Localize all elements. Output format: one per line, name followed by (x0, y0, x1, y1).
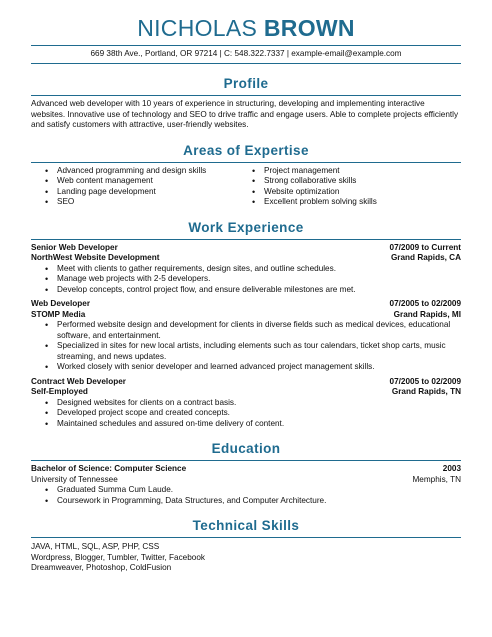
skills-heading: Technical Skills (192, 518, 300, 533)
expertise-item: • Advanced programming and design skills (57, 166, 246, 177)
expertise-divider (31, 162, 461, 163)
expertise-heading: Areas of Expertise (183, 142, 309, 158)
job-bullet: • Manage web projects with 2-5 developers. (57, 274, 461, 285)
skills-line: Dreamweaver, Photoshop, ColdFusion (31, 563, 172, 572)
contact-line: 669 38th Ave., Portland, OR 97214 | C: 548.322.7337 | example-email@example.com (90, 49, 402, 58)
education-entry (31, 464, 461, 506)
graduation-year: 2003 (442, 464, 461, 473)
experience-divider (31, 239, 461, 240)
education-bullet: • Graduated Summa Cum Laude. (57, 485, 461, 496)
candidate-name (31, 15, 461, 42)
job-bullet: • Develop concepts, control project flow, and ensure deliverable milestones are met. (57, 285, 461, 296)
school-location: Memphis, TN (412, 474, 461, 484)
expertise-item: • Website optimization (264, 187, 461, 198)
school: University of Tennessee (31, 474, 118, 484)
job-bullet: • Worked closely with senior developer and learned advanced project management skills. (57, 362, 461, 373)
skills-list (31, 542, 461, 574)
job-dates: 07/2009 to Current (389, 242, 461, 252)
degree: Bachelor of Science: Computer Science (31, 464, 187, 473)
education-heading: Education (211, 441, 281, 456)
job-dates: 07/2005 to 02/2009 (389, 376, 461, 386)
job-bullet: • Designed websites for clients on a contract basis. (57, 398, 461, 409)
expertise-item: • Landing page development (57, 187, 246, 198)
job-role: Contract Web Developer (31, 376, 126, 386)
last-name: BROWN (263, 15, 355, 41)
job-location: Grand Rapids, CA (390, 253, 461, 262)
skills-divider (31, 537, 461, 538)
job-company: STOMP Media (31, 309, 86, 319)
job-bullet: • Performed website design and development for clients in diverse fields such as medical devices, educational software, and entertainment. (57, 320, 461, 341)
profile-text: Advanced web developer with 10 years of experience in structuring, developing and implementing interactive websites. Innovative use of technology and SEO to drive traffic and engage users. Able to complete projects efficiently and satisfy customers with attractive, user-friendly websites. (31, 99, 459, 129)
job-location: Grand Rapids, MI (393, 309, 461, 319)
job-bullet: • Maintained schedules and assured on-time delivery of content. (57, 419, 461, 430)
job-company: Self-Employed (31, 387, 88, 396)
job-dates: 07/2005 to 02/2009 (389, 299, 461, 308)
job-entry (31, 377, 461, 430)
job-bullet: • Meet with clients to gather requirements, design sites, and outline schedules. (57, 264, 461, 275)
first-name: NICHOLAS (137, 15, 258, 41)
contact-divider (31, 63, 461, 64)
expertise-item: • Strong collaborative skills (264, 176, 461, 187)
job-entry (31, 243, 461, 296)
job-bullet: • Specialized in sites for new local artists, including elements such as tour calendars, ticket shop carts, music streaming, and news updates. (57, 341, 461, 362)
job-role: Web Developer (31, 299, 90, 308)
expertise-item: • Web content management (57, 176, 246, 187)
expertise-right-column (246, 166, 461, 208)
resume-page (31, 0, 461, 574)
education-divider (31, 460, 461, 461)
expertise-left-column (31, 166, 246, 208)
skills-line: Wordpress, Blogger, Tumbler, Twitter, Facebook (31, 552, 205, 562)
job-location: Grand Rapids, TN (391, 387, 461, 396)
profile-heading: Profile (223, 76, 269, 91)
skills-line: JAVA, HTML, SQL, ASP, PHP, CSS (31, 542, 160, 551)
profile-divider (31, 95, 461, 96)
header-divider (31, 45, 461, 46)
experience-heading: Work Experience (188, 219, 304, 235)
job-bullet: • Developed project scope and created concepts. (57, 408, 461, 419)
expertise-item: • Project management (264, 166, 461, 177)
job-list (31, 243, 461, 430)
job-company: NorthWest Website Development (31, 253, 160, 262)
job-entry (31, 299, 461, 373)
expertise-columns (31, 166, 461, 208)
expertise-item: • SEO (57, 197, 246, 208)
job-role: Senior Web Developer (31, 242, 118, 252)
expertise-item: • Excellent problem solving skills (264, 197, 461, 208)
education-bullet: • Coursework in Programming, Data Structures, and Computer Architecture. (57, 496, 461, 507)
